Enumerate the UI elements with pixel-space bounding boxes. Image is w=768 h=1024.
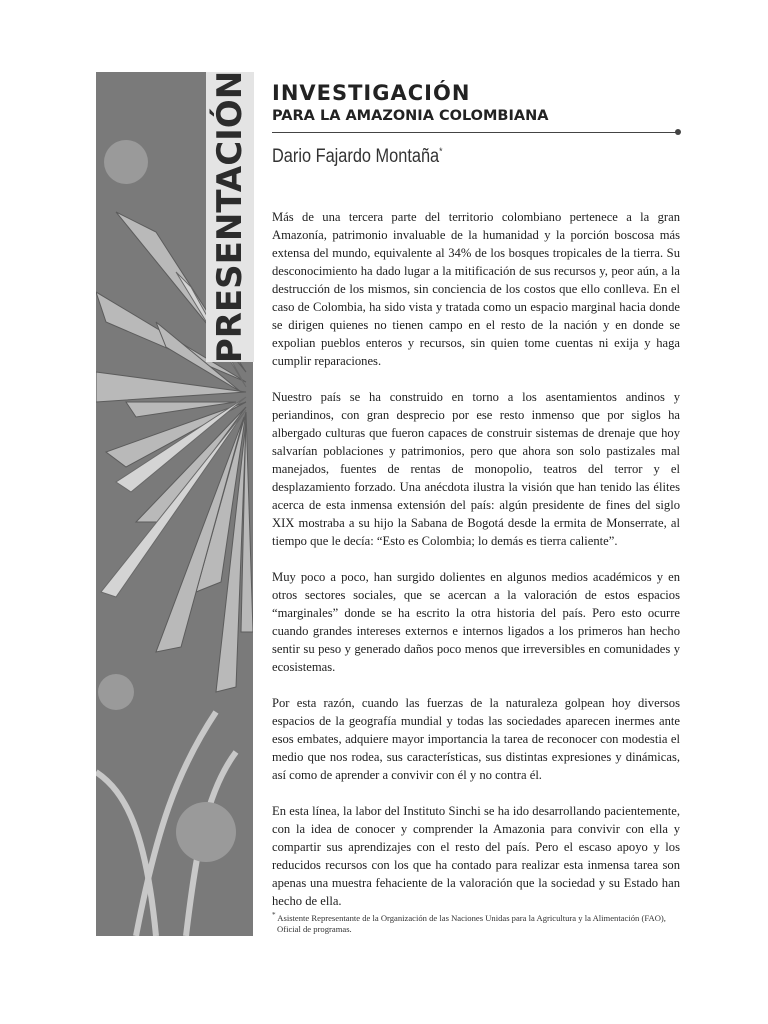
section-label-vertical xyxy=(206,72,254,362)
paragraph: En esta línea, la labor del Instituto Sinchi se ha ido desarrollando pacientemente, con la idea de conocer y comprender la Amazonia para convivir con ella y compartir sus aprendizajes con el resto del país. Pero el escaso apoyo y los reducidos recursos con los que ha contado para realizar esta inmensa tarea son apenas una muestra fehaciente de la valoración que la sociedad y su Estado han hecho de ella. xyxy=(272,804,680,908)
paragraph: Muy poco a poco, han surgido dolientes en algunos medios académicos y en otros sectores sociales, que se acercan a la valoración de estos espacios “marginales” donde se ha escrito la otra historia del país. Pero esto ocurre cuando grandes intereses externos e internos ligados a los primeros han hecho sentir su peso y generado daños poco menos que irreversibles en comunidades y ecosistemas. xyxy=(272,570,680,674)
article-header xyxy=(272,80,680,126)
footnote-mark: * xyxy=(272,911,276,919)
footnote-line-1: Asistente Representante de la Organización de las Naciones Unidas para la Agricultura y la Alimentación (FAO), xyxy=(277,912,666,923)
page-subtitle: PARA LA AMAZONIA COLOMBIANA xyxy=(272,108,549,124)
footnote-line-2: Oficial de programas. xyxy=(277,923,352,934)
article-body xyxy=(272,208,680,928)
author-name xyxy=(272,146,442,168)
footnote xyxy=(272,910,692,935)
divider-end-dot xyxy=(675,129,681,135)
presentacion-label: PRESENTACIÓN xyxy=(210,70,250,364)
author-footnote-mark: * xyxy=(439,146,443,158)
header-divider xyxy=(272,132,676,133)
paragraph: Nuestro país se ha construido en torno a los asentamientos andinos y periandinos, con gran desprecio por ese resto inmenso que por siglos ha albergado culturas que fueron capaces de construir sistemas de drenaje que hoy salvarían poblaciones y patrimonios, pero que ahora son solo pastizales mal manejados, fuentes de rentas de monopolio, teatros del terror y el desplazamiento forzado. Una anécdota ilustra la visión que han tenido las élites acerca de esta inmensa extensión del país: algún presidente de fines del siglo XIX mostraba a su hijo la Sabana de Bogotá desde la ermita de Monserrate, al tiempo que le decía: “Esto es Colombia; lo demás es tierra caliente”. xyxy=(272,390,680,548)
page-title: INVESTIGACIÓN xyxy=(272,81,471,105)
paragraph: Por esta razón, cuando las fuerzas de la naturaleza golpean hoy diversos espacios de la geografía mundial y todas las sociedades aparecen inermes ante esos embates, adquiere mayor importancia la tarea de reconocer con modestia el medio que nos rodea, sus características, sus distintas expresiones y dinámicas, así como de aprender a convivir con él y no contra él. xyxy=(272,696,680,782)
paragraph: Más de una tercera parte del territorio colombiano pertenece a la gran Amazonía, patrimonio invaluable de la humanidad y la porción boscosa más extensa del mundo, equivalente al 34% de los bosques tropicales de la tierra. Su desconocimiento ha dado lugar a la mitificación de sus recursos y, peor aún, a la destrucción de los mismos, sin conciencia de los costos que ello conlleva. En el caso de Colombia, ha sido vista y tratada como un espacio marginal hacia donde se dirigen quienes no tienen campo en el resto de la nación y en donde se expolian pueblos enteros y recursos, sin quien tome cuentas ni exija y haga cumplir reparaciones. xyxy=(272,210,680,368)
author-text: Dario Fajardo Montaña xyxy=(272,146,440,167)
